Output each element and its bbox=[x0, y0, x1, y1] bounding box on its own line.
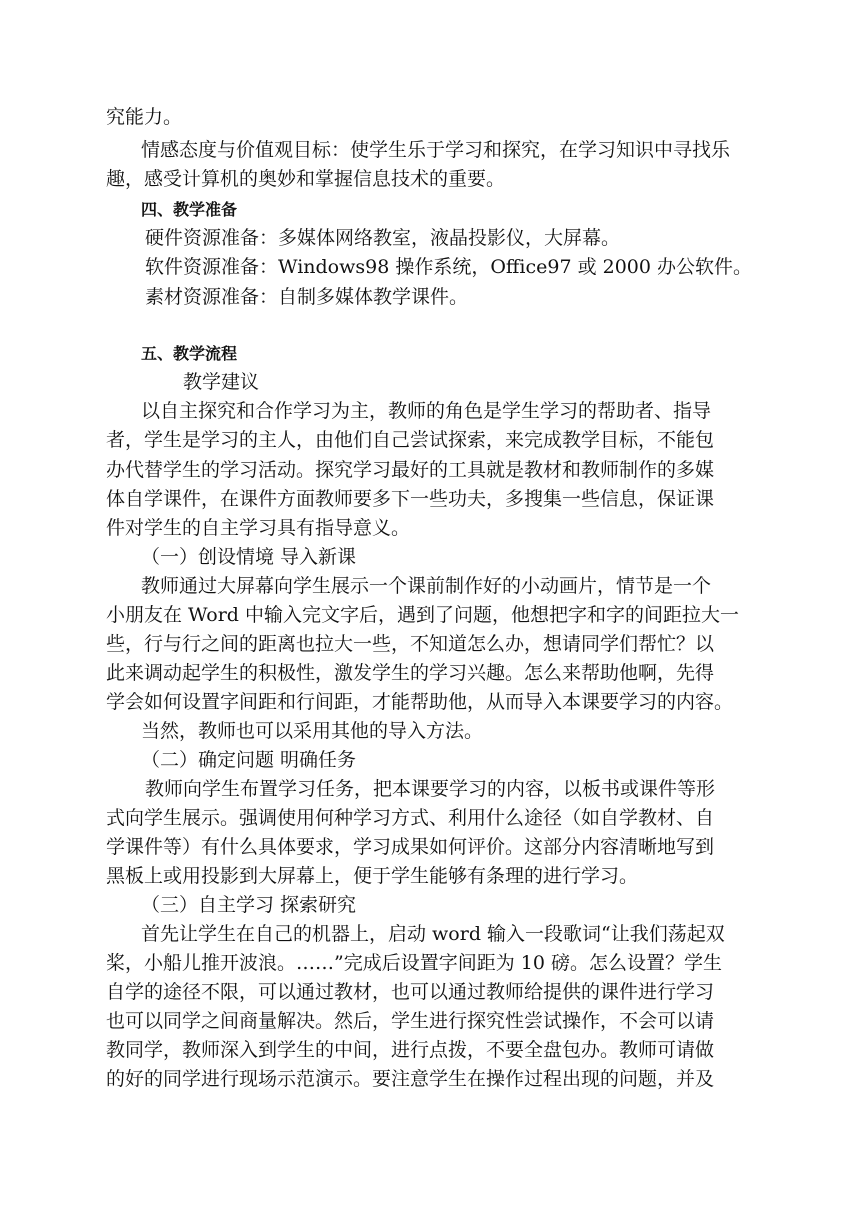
text-line: 黑板上或用投影到大屏幕上，便于学生能够有条理的进行学习。 bbox=[106, 865, 639, 887]
text-line: 当然，教师也可以采用其他的导入方法。 bbox=[141, 720, 484, 742]
section-heading: 五、教学流程 bbox=[141, 344, 238, 363]
text-line: 自学的途径不限，可以通过教材，也可以通过教师给提供的课件进行学习 bbox=[106, 981, 715, 1003]
text-line: 式向学生展示。强调使用何种学习方式、利用什么途径（如自学教材、自 bbox=[106, 807, 715, 829]
text-line: 硬件资源准备：多媒体网络教室，液晶投影仪，大屏幕。 bbox=[145, 227, 621, 249]
text-line: 此来调动起学生的积极性，激发学生的学习兴趣。怎么来帮助他啊，先得 bbox=[106, 662, 715, 684]
text-line: 学课件等）有什么具体要求，学习成果如何评价。这部分内容清晰地写到 bbox=[106, 836, 715, 858]
text-line: 教师向学生布置学习任务，把本课要学习的内容，以板书或课件等形 bbox=[145, 778, 716, 800]
text-line: 教同学，教师深入到学生的中间，进行点拨，不要全盘包办。教师可请做 bbox=[106, 1039, 715, 1061]
subsection-title: （二）确定问题 明确任务 bbox=[141, 749, 357, 771]
text-line: 的好的同学进行现场示范演示。要注意学生在操作过程出现的问题，并及 bbox=[106, 1068, 715, 1090]
text-line: 者，学生是学习的主人，由他们自己尝试探索，来完成教学目标，不能包 bbox=[106, 429, 715, 451]
text-line: 情感态度与价值观目标：使学生乐于学习和探究，在学习知识中寻找乐 bbox=[141, 139, 731, 161]
text-line: 体自学课件，在课件方面教师要多下一些功夫，多搜集一些信息，保证课 bbox=[106, 488, 715, 510]
subsection-title: （一）创设情境 导入新课 bbox=[141, 546, 357, 568]
text-line: 办代替学生的学习活动。探究学习最好的工具就是教材和教师制作的多媒 bbox=[106, 459, 715, 481]
text-line: 趣，感受计算机的奥妙和掌握信息技术的重要。 bbox=[106, 168, 506, 190]
text-line: 桨，小船儿推开波浪。……”完成后设置字间距为 10 磅。怎么设置？学生 bbox=[106, 952, 722, 974]
subsection-title: （三）自主学习 探索研究 bbox=[141, 894, 357, 916]
text-line: 首先让学生在自己的机器上，启动 word 输入一段歌词“让我们荡起双 bbox=[141, 923, 725, 945]
text-line: 究能力。 bbox=[106, 106, 183, 128]
text-line: 教师通过大屏幕向学生展示一个课前制作好的小动画片，情节是一个 bbox=[141, 575, 712, 597]
text-line: 些，行与行之间的距离也拉大一些，不知道怎么办，想请同学们帮忙？以 bbox=[106, 633, 715, 655]
text-line: 小朋友在 Word 中输入完文字后，遇到了问题，他想把字和字的间距拉大一 bbox=[106, 604, 740, 626]
section-heading: 四、教学准备 bbox=[141, 200, 238, 219]
subsection-title: 教学建议 bbox=[183, 371, 260, 393]
text-line: 件对学生的自主学习具有指导意义。 bbox=[106, 517, 411, 539]
text-line: 以自主探究和合作学习为主，教师的角色是学生学习的帮助者、指导 bbox=[141, 400, 712, 422]
text-line: 软件资源准备：Windows98 操作系统，Office97 或 2000 办公软件。 bbox=[145, 256, 753, 278]
text-line: 学会如何设置字间距和行间距，才能帮助他，从而导入本课要学习的内容。 bbox=[106, 691, 734, 713]
text-line: 素材资源准备：自制多媒体教学课件。 bbox=[145, 286, 469, 308]
text-line: 也可以同学之间商量解决。然后，学生进行探究性尝试操作，不会可以请 bbox=[106, 1010, 715, 1032]
